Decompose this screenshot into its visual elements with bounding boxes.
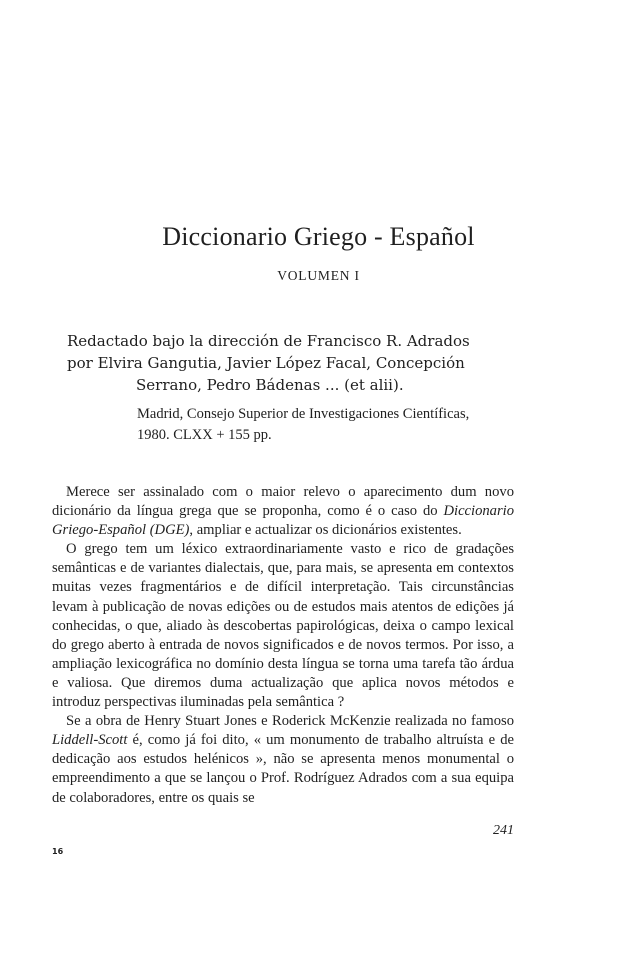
paragraph-2: O grego tem um léxico extraordinariamente vasto e rico de gradações semânticas e de variantes dialectais, que, para mais, se apresenta em contextos muitas vezes fragmentários e de difícil interpretação. Tais circunstâncias levam à publicação de novas edições ou de estudos mais atentos de edições já conhecidas, o que, aliado às descobertas papirológicas, deixa o campo lexical do grego aberto à entrada de novos significados e de novos termos. Por isso, a ampliação lexicográfica no domínio desta língua se torna uma tarefa tão árdua e valiosa. Que diremos duma actualização que aplica novos métodos e introduz perspectivas iluminadas pela semântica ? [52,541,514,711]
paragraph-1 [52,483,514,540]
paragraph-1-text-a: Merece ser assinalado com o maior relevo o aparecimento dum novo dicionário da língua grega que se proponha, como é o caso do [52,484,514,520]
dictionary-title-italic: Diccionario Griego-Español (DGE) [52,503,514,539]
paragraph-3-text-b: é, como já foi dito, « um monumento de trabalho altruísta e de dedicação aos estudos helénicos », não se apresenta menos monumental o empreendimento a que se lançou o Prof. Rodríguez Adrados com a sua equipa de colaboradores, entre os quais se [52,732,514,806]
byline-line-3: Serrano, Pedro Bádenas ... (et alii). [136,376,404,394]
review-body [52,483,514,808]
publication-info [137,404,517,446]
publication-line-2: 1980. CLXX + 155 pp. [137,427,272,443]
page-number: 241 [493,823,514,838]
paragraph-3 [52,712,514,807]
page-title: Diccionario Griego - Español [162,222,475,251]
byline-line-1: Redactado bajo la dirección de Francisco R. Adrados [67,332,470,350]
byline-line-2: por Elvira Gangutia, Javier López Facal, Concepción [67,354,465,372]
editor-byline [67,330,537,396]
volume-label: VOLUMEN I [277,268,360,283]
printer-signature-mark: 16 [52,847,64,856]
paragraph-3-text-a: Se a obra de Henry Stuart Jones e Roderick McKenzie realizada no famoso [66,713,514,730]
publication-line-1: Madrid, Consejo Superior de Investigaciones Científicas, [137,406,470,422]
liddell-scott-italic: Liddell-Scott [52,732,128,749]
paragraph-1-text-b: , ampliar e actualizar os dicionários existentes. [189,522,462,539]
